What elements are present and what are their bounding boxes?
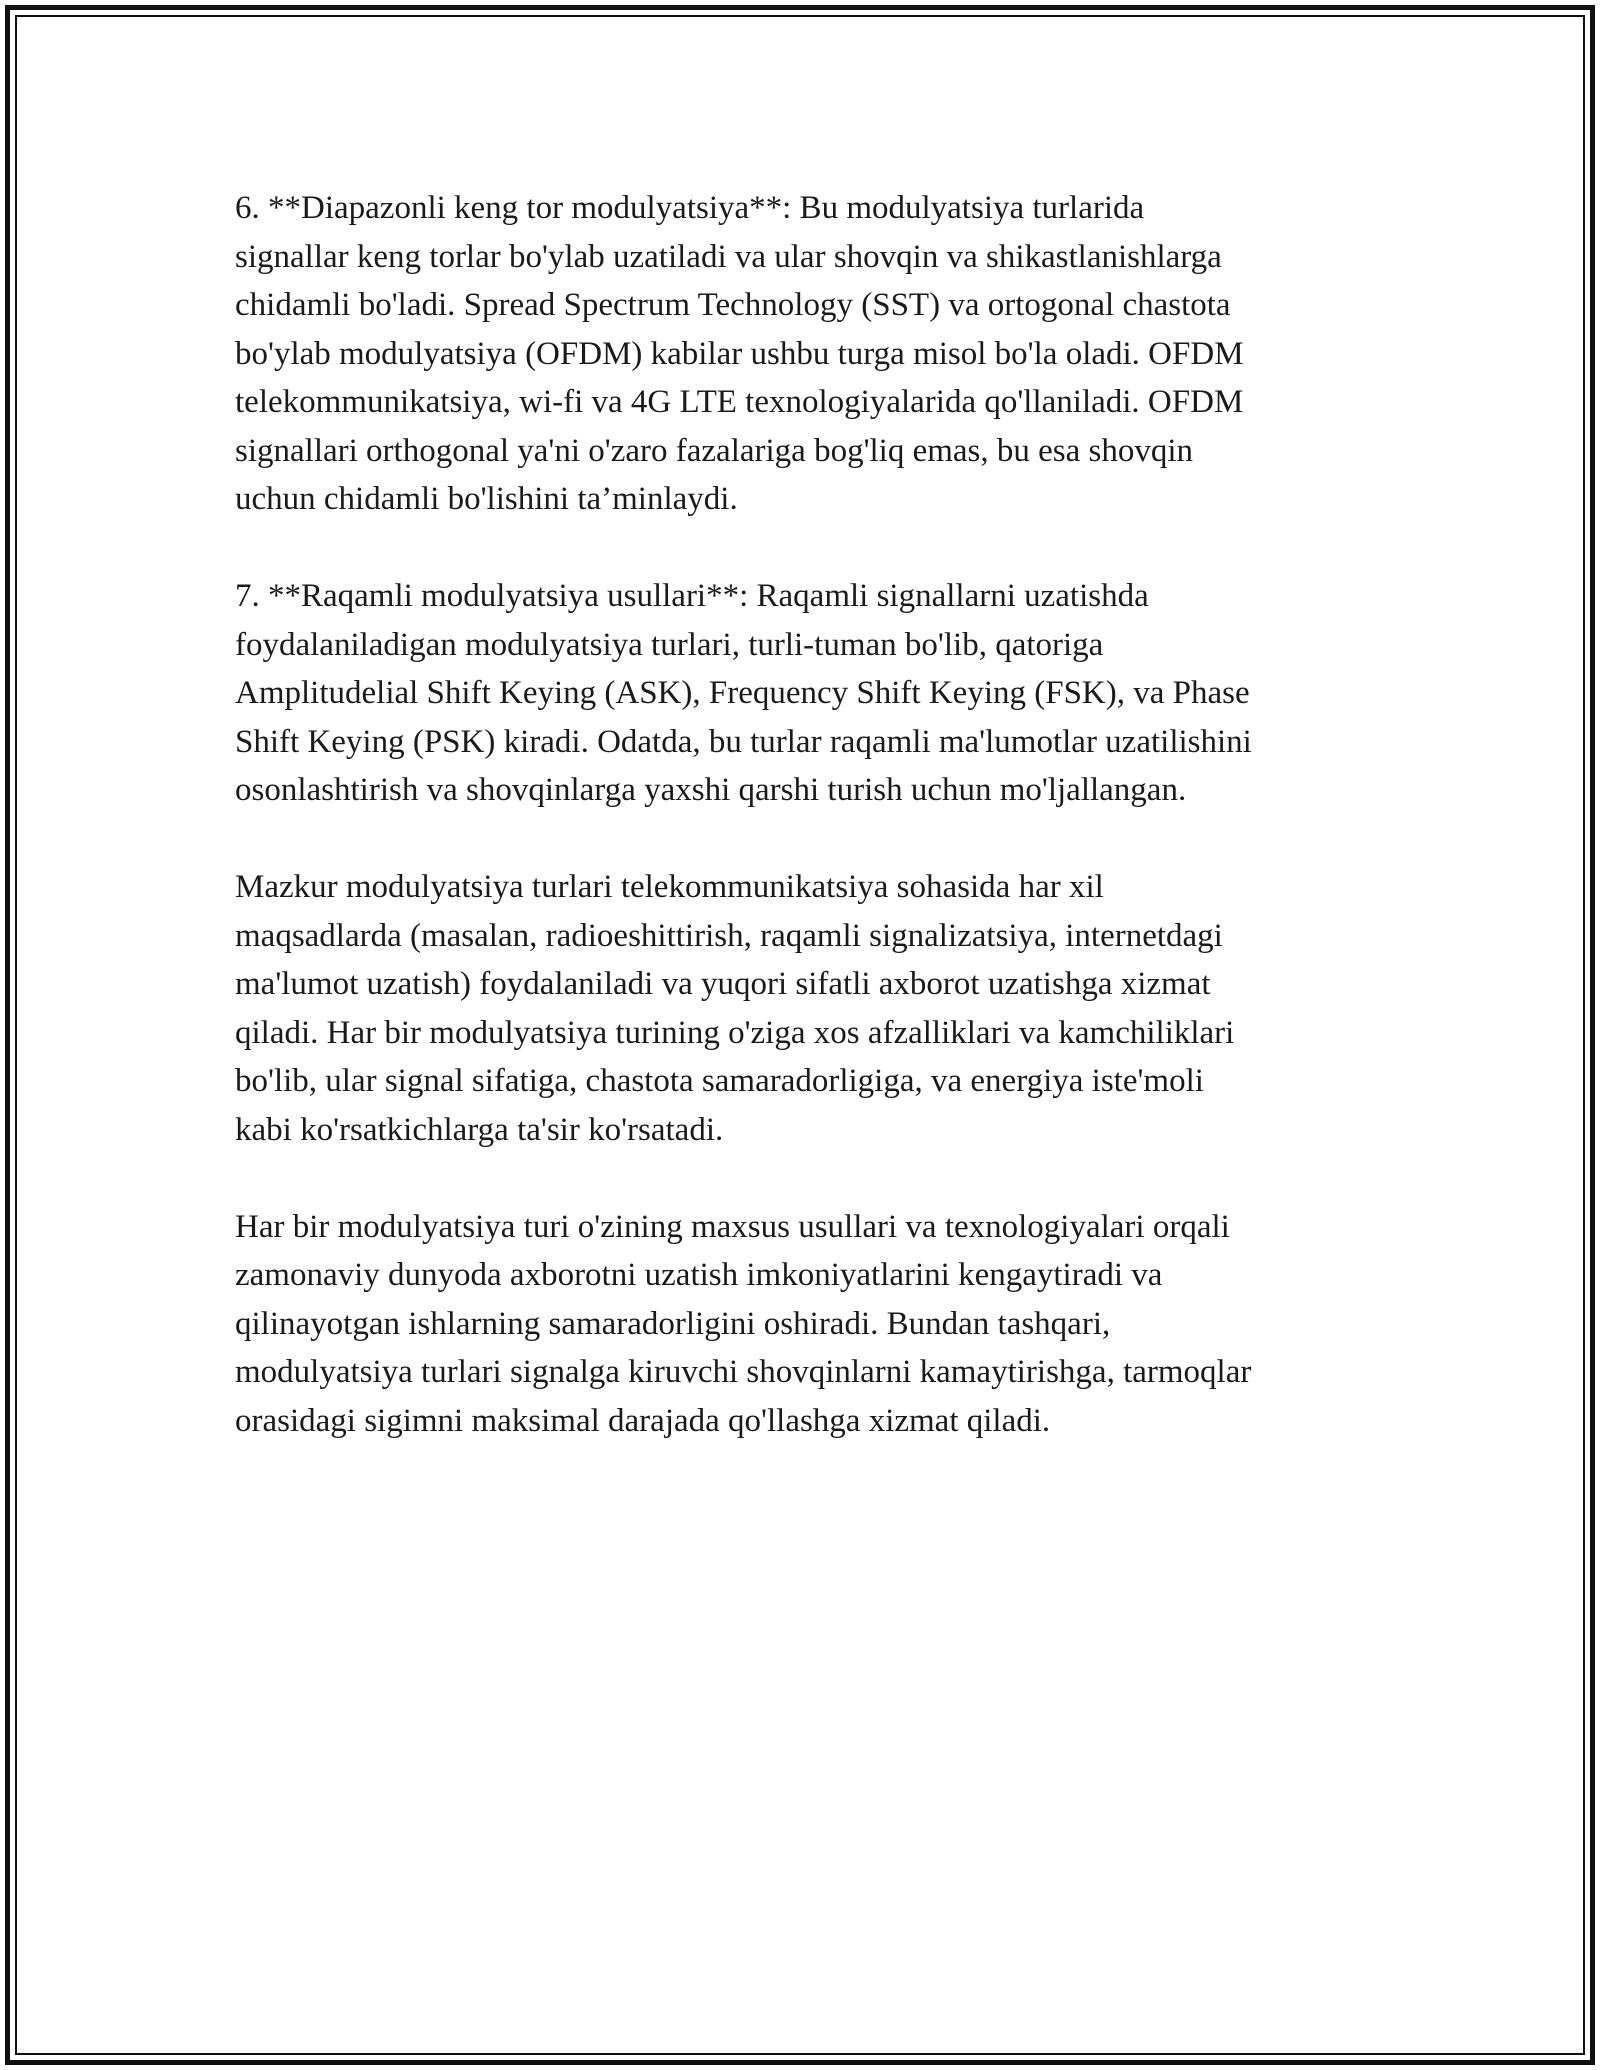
text-line: 6. **Diapazonli keng tor modulyatsiya**: Bu modulyatsiya turlarida [235,190,1145,226]
text-line: foydalaniladigan modulyatsiya turlari, turli-tuman bo'lib, qatoriga [235,626,1104,663]
text-line: ma'lumot uzatish) foydalaniladi va yuqori sifatli axborot uzatishga xizmat [235,966,1211,1002]
text-line: telekommunikatsiya, wi-fi va 4G LTE texnologiyalarida qo'llaniladi. OFDM [235,384,1244,420]
paragraph-wideband-modulation [235,184,1375,524]
paragraph-digital-modulation [235,572,1375,815]
text-line: qiladi. Har bir modulyatsiya turining o'ziga xos afzalliklari va kamchiliklari [235,1014,1235,1051]
text-line: 7. **Raqamli modulyatsiya usullari**: Raqamli signallarni uzatishda [235,578,1149,614]
paragraph-applications [235,863,1375,1154]
text-line: Shift Keying (PSK) kiradi. Odatda, bu turlar raqamli ma'lumotlar uzatilishini [235,723,1252,760]
text-line: signallari orthogonal ya'ni o'zaro fazalariga bog'liq emas, bu esa shovqin [235,432,1194,469]
text-line: chidamli bo'ladi. Spread Spectrum Technology (SST) va ortogonal chastota [235,287,1231,323]
text-line: osonlashtirish va shovqinlarga yaxshi qarshi turish uchun mo'ljallangan. [235,772,1187,808]
text-line: Mazkur modulyatsiya turlari telekommunikatsiya sohasida har xil [235,869,1104,905]
text-line: qilinayotgan ishlarning samaradorligini oshiradi. Bundan tashqari, [235,1305,1111,1342]
text-line: signallar keng torlar bo'ylab uzatiladi va ular shovqin va shikastlanishlarga [235,238,1222,275]
text-line: uchun chidamli bo'lishini ta’minlaydi. [235,481,738,517]
text-line: kabi ko'rsatkichlarga ta'sir ko'rsatadi. [235,1111,724,1148]
text-line: Har bir modulyatsiya turi o'zining maxsus usullari va texnologiyalari orqali [235,1208,1230,1245]
text-line: bo'lib, ular signal sifatiga, chastota samaradorligiga, va energiya iste'moli [235,1063,1204,1099]
paragraph-conclusion [235,1203,1375,1446]
text-line: Amplitudelial Shift Keying (ASK), Frequency Shift Keying (FSK), va Phase [235,675,1250,711]
text-line: orasidagi sigimni maksimal darajada qo'llashga xizmat qiladi. [235,1402,1051,1439]
text-line: modulyatsiya turlari signalga kiruvchi shovqinlarni kamaytirishga, tarmoqlar [235,1354,1252,1390]
text-line: bo'ylab modulyatsiya (OFDM) kabilar ushbu turga misol bo'la oladi. OFDM [235,335,1244,372]
document-body [235,184,1375,1494]
text-line: zamonaviy dunyoda axborotni uzatish imkoniyatlarini kengaytiradi va [235,1257,1163,1293]
text-line: maqsadlarda (masalan, radioeshittirish, raqamli signalizatsiya, internetdagi [235,917,1223,954]
